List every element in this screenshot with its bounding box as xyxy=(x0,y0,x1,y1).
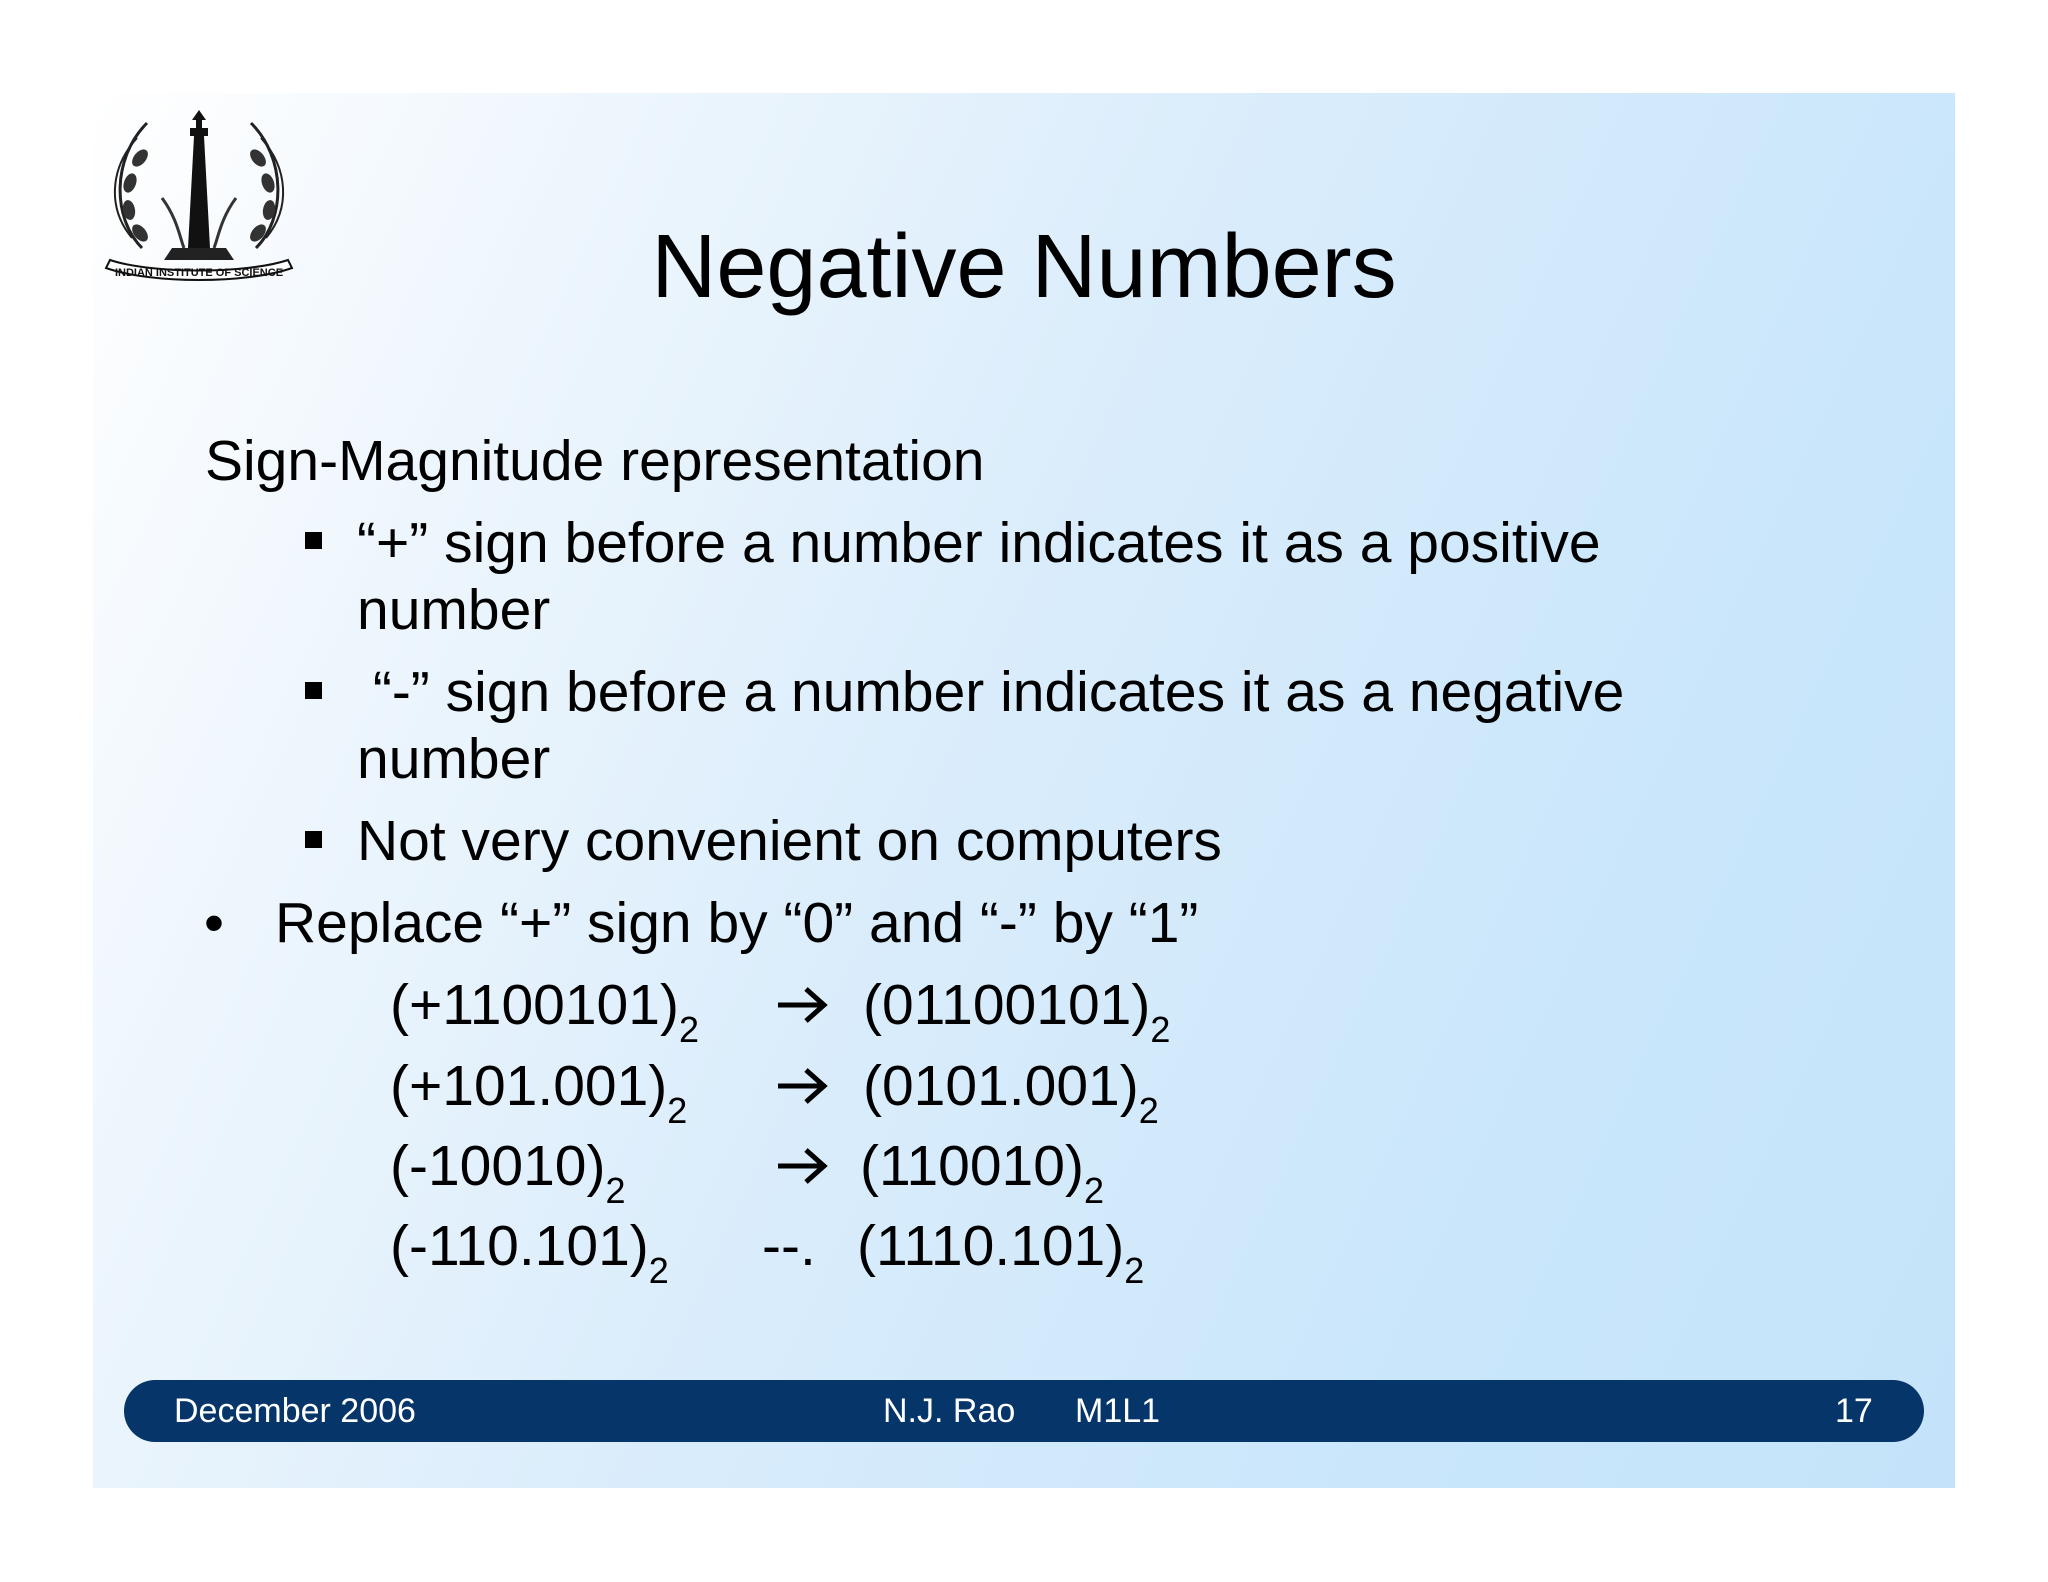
conversion-from: $(+101.001)_2$ xyxy=(390,1054,688,1131)
arrow-right-icon xyxy=(776,1146,830,1186)
slide-title: Negative Numbers xyxy=(651,217,1397,317)
sub-bullet-text: Not very convenient on computers xyxy=(357,809,1222,873)
main-bullet-text: Replace “+” sign by “0” and “-” by “1” xyxy=(275,891,1199,955)
arrow-right-icon xyxy=(776,1066,830,1106)
conversion-to: $(110010)_2$ xyxy=(860,1134,1104,1211)
arrow-right-icon xyxy=(776,985,830,1025)
bullet-dot-icon: • xyxy=(204,891,224,955)
square-bullet-icon xyxy=(305,831,322,848)
square-bullet-icon xyxy=(305,682,322,699)
conversion-from: $(-10010)_2$ xyxy=(390,1134,626,1211)
conversion-from: $(-110.101)_2$ xyxy=(390,1214,669,1291)
footer-author: N.J. Rao xyxy=(883,1392,1016,1430)
sub-bullet-text-continued: number xyxy=(357,727,551,791)
logo-text: INDIAN INSTITUTE OF SCIENCE xyxy=(114,267,284,279)
sub-bullet-text-continued: number xyxy=(357,578,551,642)
footer-date: December 2006 xyxy=(174,1392,416,1430)
sub-bullet-text: “+” sign before a number indicates it as a positive xyxy=(357,511,1601,575)
section-heading: Sign-Magnitude representation xyxy=(205,429,985,493)
conversion-from: $(+1100101)_2$ xyxy=(390,973,699,1050)
conversion-to: $(1110.101)_2$ xyxy=(857,1214,1145,1291)
conversion-to: $(01100101)_2$ xyxy=(863,973,1171,1050)
sub-bullet-text: “-” sign before a number indicates it as a negative xyxy=(357,660,1625,724)
footer-bar xyxy=(124,1380,1924,1442)
square-bullet-icon xyxy=(305,532,322,549)
footer-module: M1L1 xyxy=(1075,1392,1161,1430)
conversion-to: $(0101.001)_2$ xyxy=(863,1054,1159,1131)
footer-page-number: 17 xyxy=(1835,1392,1873,1430)
conversion-separator: --. xyxy=(762,1214,816,1278)
